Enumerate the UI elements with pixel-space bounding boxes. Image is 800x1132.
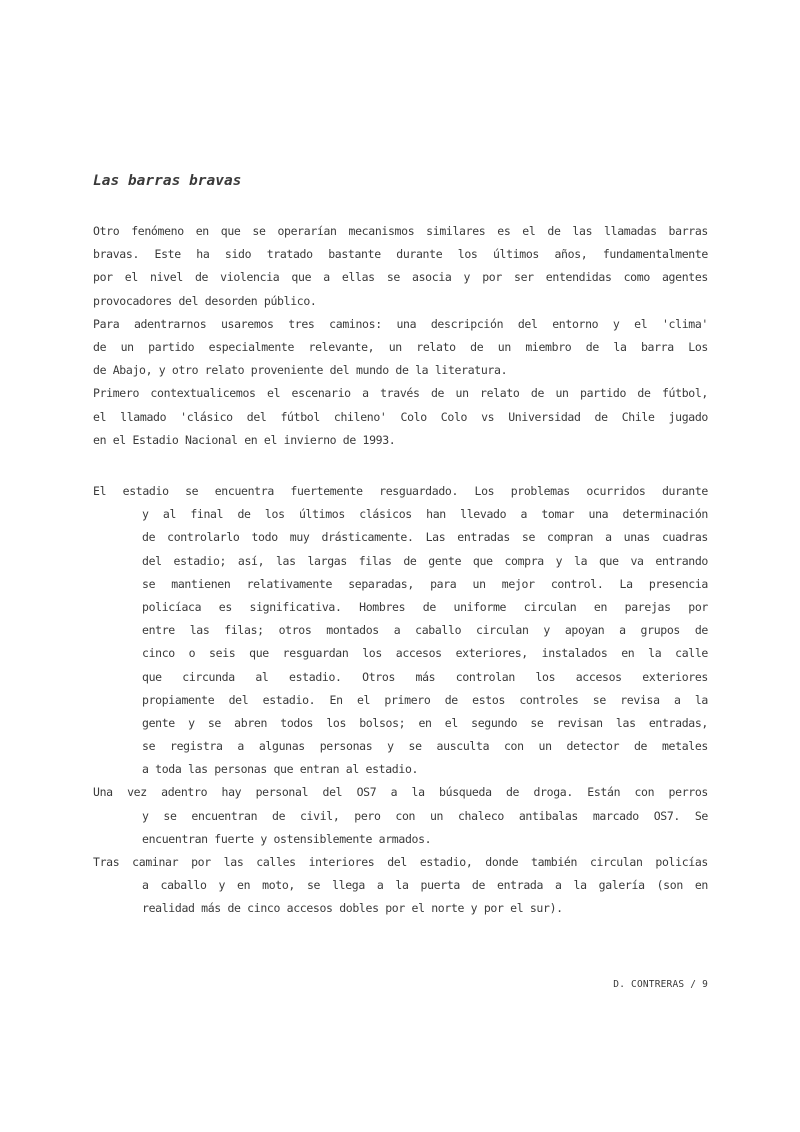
quote-line: cinco o seis que resguardan los accesos exteriores, instalados en la calle (142, 646, 708, 661)
quote-line: encuentran fuerte y ostensiblemente armados. (142, 831, 432, 846)
quote-line: entre las filas; otros montados a caballo circulan y apoyan a grupos de (142, 623, 708, 638)
quote-line: gente y se abren todos los bolsos; en el segundo se revisan las entradas, (142, 715, 708, 730)
quote-line: Una vez adentro hay personal del OS7 a la búsqueda de droga. Están con perros (93, 785, 708, 800)
quote-line: se registra a algunas personas y se ausculta con un detector de metales (142, 739, 708, 754)
quote-line: del estadio; así, las largas filas de gente que compra y la que va entrando (142, 553, 708, 568)
quote-line: y al final de los últimos clásicos han llevado a tomar una determinación (142, 507, 708, 522)
text-line: en el Estadio Nacional en el invierno de 1993. (93, 432, 396, 447)
quote-line: a caballo y en moto, se llega a la puerta de entrada a la galería (son en (142, 878, 708, 893)
quote-line: a toda las personas que entran al estadio. (142, 762, 419, 777)
page-footer: D. CONTRERAS / 9 (613, 979, 708, 990)
text-line: de un partido especialmente relevante, un relato de un miembro de la barra Los (93, 339, 708, 354)
text-line: de Abajo, y otro relato proveniente del mundo de la literatura. (93, 363, 508, 378)
document-page (93, 0, 708, 1132)
block-quote (93, 480, 708, 921)
quote-line: de controlarlo todo muy drásticamente. Las entradas se compran a unas cuadras (142, 530, 708, 545)
quote-line: se mantienen relativamente separadas, para un mejor control. La presencia (142, 576, 708, 591)
quote-line: policíaca es significativa. Hombres de uniforme circulan en parejas por (142, 599, 708, 614)
text-line: Para adentrarnos usaremos tres caminos: una descripción del entorno y el 'clima' (93, 316, 708, 331)
quote-line: El estadio se encuentra fuertemente resguardado. Los problemas ocurridos durante (93, 484, 708, 498)
quote-line: y se encuentran de civil, pero con un chaleco antibalas marcado OS7. Se (142, 808, 708, 823)
intro-paragraphs (93, 220, 708, 452)
text-line: el llamado 'clásico del fútbol chileno' Colo Colo vs Universidad de Chile jugado (93, 409, 708, 424)
text-line: Otro fenómeno en que se operarían mecanismos similares es el de las llamadas barras (93, 224, 708, 238)
text-line: provocadores del desorden público. (93, 293, 317, 308)
section-title: Las barras bravas (93, 173, 242, 189)
quote-line: propiamente del estadio. En el primero de estos controles se revisa a la (142, 692, 708, 707)
text-line: Primero contextualicemos el escenario a través de un relato de un partido de fútbol, (93, 386, 708, 401)
quote-line: que circunda al estadio. Otros más controlan los accesos exteriores (142, 669, 708, 684)
text-line: bravas. Este ha sido tratado bastante durante los últimos años, fundamentalmente (93, 247, 708, 262)
text-line: por el nivel de violencia que a ellas se asocia y por ser entendidas como agentes (93, 270, 708, 285)
quote-line: Tras caminar por las calles interiores del estadio, donde también circulan policías (93, 855, 708, 869)
quote-line: realidad más de cinco accesos dobles por el norte y por el sur). (142, 901, 563, 916)
